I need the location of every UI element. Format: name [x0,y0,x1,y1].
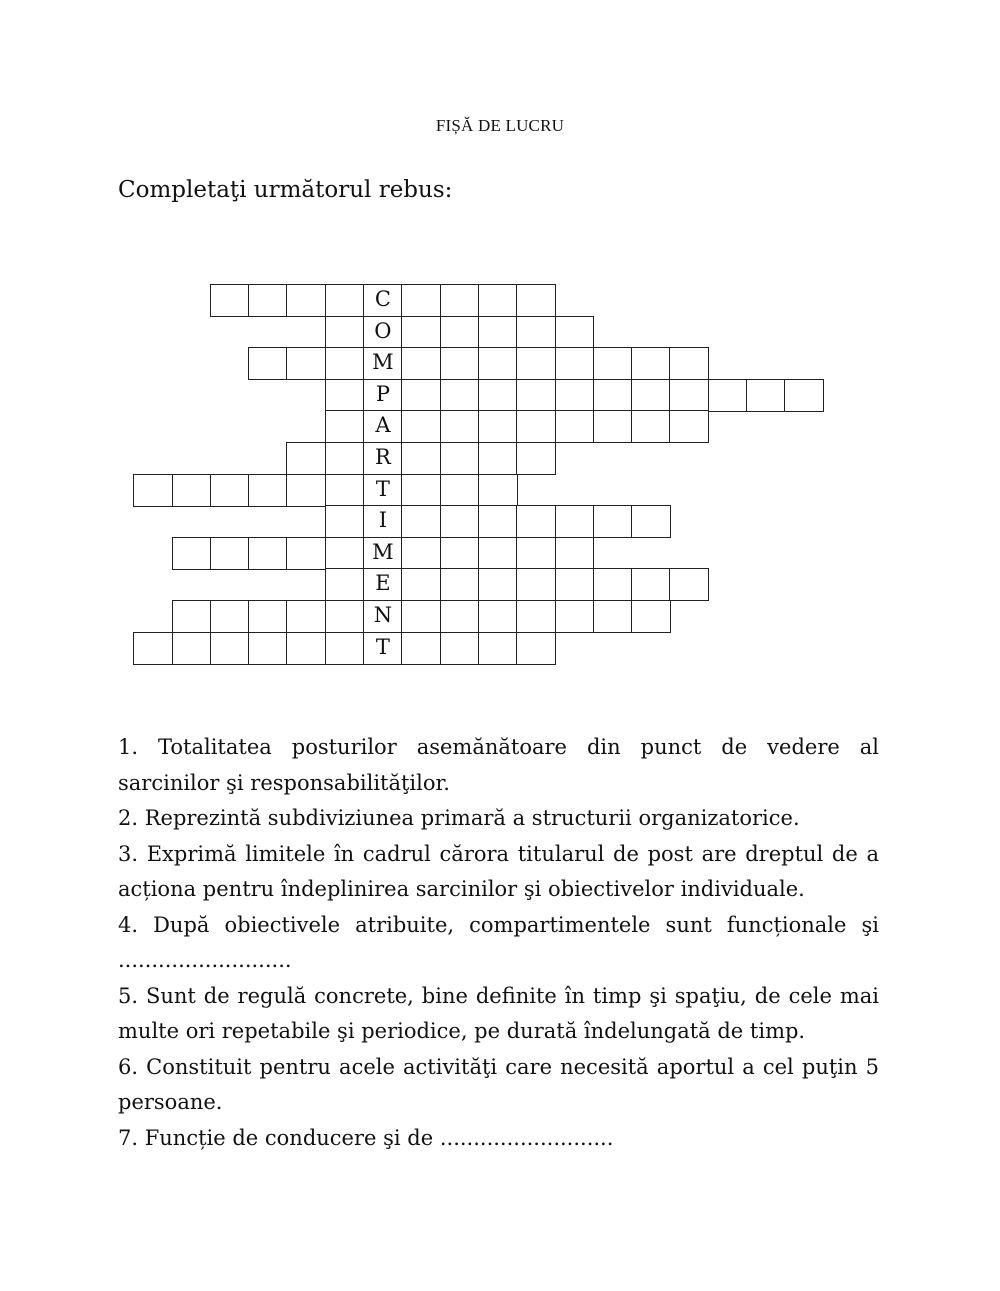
clue-3: 3. Exprimă limitele în cadrul cărora titularul de post are dreptul de a acționa pentru îndeplinirea sarcinilor şi obiectivelor individuale. [118,841,879,901]
crossword-cell [516,600,556,633]
crossword-cell [325,632,365,665]
crossword-cell [325,284,365,317]
crossword-cell [248,347,288,380]
crossword-cell [325,442,365,475]
clue-5: 5. Sunt de regulă concrete, bine definite în timp şi spaţiu, de cele mai multe ori repetabile şi periodice, pe durată îndelungată de timp. [118,983,879,1043]
crossword-cell [440,379,480,412]
crossword-cell [133,632,173,665]
crossword-cell [440,568,480,601]
crossword-cell [401,537,441,570]
crossword-cell [401,347,441,380]
crossword-cell [133,474,173,507]
crossword-cell [440,316,480,349]
crossword-cell [401,284,441,317]
crossword-cell [325,600,365,633]
crossword-cell [478,442,518,475]
crossword-cell [401,505,441,538]
key-letter-cell: N [363,600,403,633]
crossword-cell [631,600,671,633]
crossword-cell [516,442,556,475]
crossword-cell [516,632,556,665]
crossword-cell [210,632,250,665]
key-letter-cell: M [363,347,403,380]
crossword-cell [708,379,748,412]
clue-6: 6. Constituit pentru acele activităţi care necesită aportul a cel puţin 5 persoane. [118,1054,879,1114]
crossword-cell [631,568,671,601]
crossword-cell [478,284,518,317]
crossword-cell [325,347,365,380]
crossword-cell [440,537,480,570]
key-letter-cell: T [363,632,403,665]
crossword-cell [593,505,633,538]
crossword-cell [172,474,212,507]
crossword-cell [401,568,441,601]
crossword-cell [555,600,595,633]
crossword-cell [516,410,556,443]
crossword-cell [784,379,824,412]
crossword-cell [516,568,556,601]
crossword-cell [440,284,480,317]
crossword-cell [478,379,518,412]
crossword-cell [516,284,556,317]
key-letter-cell: P [363,379,403,412]
crossword-cell [478,568,518,601]
crossword-cell [669,410,709,443]
crossword-cell [478,632,518,665]
instruction-text: Completaţi următorul rebus: [118,177,453,203]
crossword-cell [593,410,633,443]
crossword-cell [325,537,365,570]
crossword-cell [248,600,288,633]
crossword-cell [401,600,441,633]
crossword-cell [478,537,518,570]
crossword-cell [172,632,212,665]
crossword-cell [325,505,365,538]
crossword-cell [669,347,709,380]
crossword-cell [440,632,480,665]
crossword-cell [516,347,556,380]
crossword-cell [669,568,709,601]
crossword-cell [286,347,326,380]
crossword-cell [325,474,365,507]
crossword-cell [631,505,671,538]
crossword-cell [325,379,365,412]
crossword-cell [325,410,365,443]
crossword-cell [325,568,365,601]
crossword-cell [286,600,326,633]
crossword-cell [440,600,480,633]
crossword-cell [286,442,326,475]
crossword-cell [516,537,556,570]
crossword-cell [478,410,518,443]
crossword-cell [401,632,441,665]
crossword-cell [516,505,556,538]
crossword-cell [401,474,441,507]
crossword-cell [210,284,250,317]
crossword-cell [631,379,671,412]
crossword-cell [440,347,480,380]
clue-1: 1. Totalitatea posturilor asemănătoare din punct de vedere al sarcinilor şi responsabilităţilor. [118,735,879,795]
crossword-cell [248,474,288,507]
crossword-cell [440,505,480,538]
crossword-cell [286,474,326,507]
crossword-cell [593,600,633,633]
crossword-cell [325,316,365,349]
page-title: FIȘĂ DE LUCRU [435,116,565,135]
clue-4: 4. După obiectivele atribuite, compartimentele sunt funcționale şi .......................... [118,912,879,972]
key-letter-cell: E [363,568,403,601]
crossword-cell [210,537,250,570]
key-letter-cell: I [363,505,403,538]
crossword-cell [555,379,595,412]
key-letter-cell: A [363,410,403,443]
crossword-cell [555,537,595,570]
key-letter-cell: M [363,537,403,570]
crossword-cell [286,537,326,570]
crossword-cell [555,505,595,538]
crossword-cell [478,316,518,349]
crossword-cell [478,600,518,633]
crossword-cell [286,284,326,317]
crossword-cell [631,410,671,443]
clue-list [118,730,879,1156]
key-letter-cell: C [363,284,403,317]
crossword-cell [401,379,441,412]
crossword-cell [248,632,288,665]
crossword-cell [593,568,633,601]
crossword-cell [555,347,595,380]
crossword-cell [516,316,556,349]
crossword-cell [401,316,441,349]
crossword-cell [555,410,595,443]
crossword-cell [248,284,288,317]
crossword-cell [593,347,633,380]
crossword-cell [172,537,212,570]
crossword-cell [516,379,556,412]
crossword-cell [210,474,250,507]
crossword-cell [631,347,671,380]
crossword-cell [478,505,518,538]
crossword-cell [555,316,595,349]
crossword-cell [440,442,480,475]
key-letter-cell: R [363,442,403,475]
key-letter-cell: T [363,474,403,507]
crossword-cell [746,379,786,412]
crossword-cell [286,632,326,665]
crossword-cell [555,568,595,601]
crossword-cell [401,442,441,475]
crossword-cell [440,410,480,443]
crossword-cell [478,347,518,380]
key-letter-cell: O [363,316,403,349]
crossword-cell [172,600,212,633]
crossword-cell [248,537,288,570]
crossword-cell [593,379,633,412]
clue-7: 7. Funcție de conducere şi de .......................... [118,1125,614,1150]
crossword-cell [478,474,518,507]
crossword-cell [440,474,480,507]
crossword-cell [401,410,441,443]
clue-2: 2. Reprezintă subdiviziunea primară a structurii organizatorice. [118,806,800,830]
crossword-cell [669,379,709,412]
crossword-cell [210,600,250,633]
